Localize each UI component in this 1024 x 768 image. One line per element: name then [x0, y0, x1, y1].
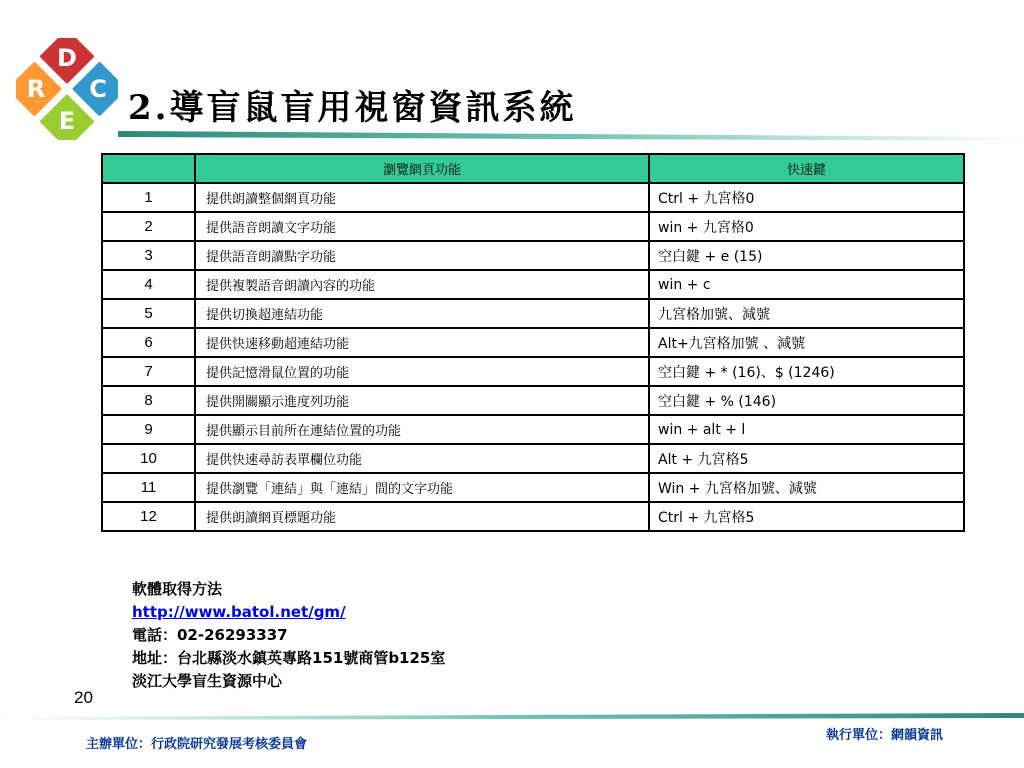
row-number: 9	[102, 415, 195, 444]
row-shortcut: Alt + 九宮格5	[649, 444, 964, 473]
row-number: 4	[102, 270, 195, 299]
table-row	[102, 502, 964, 531]
row-number: 11	[102, 473, 195, 502]
footer-organizer: 主辦單位：行政院研究發展考核委員會	[86, 737, 308, 752]
row-shortcut: win + 九宮格0	[649, 212, 964, 241]
table-row	[102, 386, 964, 415]
header-function: 瀏覽網頁功能	[195, 154, 649, 183]
row-number: 8	[102, 386, 195, 415]
row-number: 3	[102, 241, 195, 270]
table-header-row	[102, 154, 964, 183]
info-heading: 軟體取得方法	[132, 580, 223, 598]
row-function: 提供朗讀網頁標題功能	[195, 502, 649, 531]
header-number	[102, 154, 195, 183]
header-shortcut: 快速鍵	[649, 154, 964, 183]
table-row	[102, 444, 964, 473]
info-phone: 電話：02-26293337	[132, 626, 288, 644]
rdec-logo	[16, 38, 118, 140]
slide-title: 2.導盲鼠盲用視窗資訊系統	[128, 88, 577, 128]
row-shortcut: 空白鍵 + * (16)、$ (1246)	[649, 357, 964, 386]
row-shortcut: 空白鍵 + e (15)	[649, 241, 964, 270]
row-function: 提供切換超連結功能	[195, 299, 649, 328]
info-organization: 淡江大學盲生資源中心	[132, 672, 283, 690]
row-function: 提供瀏覽「連結」與「連結」間的文字功能	[195, 473, 649, 502]
row-shortcut: win + c	[649, 270, 964, 299]
table-row	[102, 183, 964, 212]
row-number: 12	[102, 502, 195, 531]
row-number: 1	[102, 183, 195, 212]
row-function: 提供開關顯示進度列功能	[195, 386, 649, 415]
row-number: 2	[102, 212, 195, 241]
table-row	[102, 270, 964, 299]
row-function: 提供複製語音朗讀內容的功能	[195, 270, 649, 299]
table-row	[102, 241, 964, 270]
row-function: 提供快速移動超連結功能	[195, 328, 649, 357]
row-function: 提供語音朗讀文字功能	[195, 212, 649, 241]
download-link[interactable]: http://www.batol.net/gm/	[132, 603, 346, 621]
row-number: 6	[102, 328, 195, 357]
logo-letter-d: D	[57, 44, 77, 72]
row-function: 提供語音朗讀點字功能	[195, 241, 649, 270]
row-shortcut: 空白鍵 + % (146)	[649, 386, 964, 415]
footer-divider	[0, 710, 1024, 722]
row-shortcut: 九宮格加號、減號	[649, 299, 964, 328]
row-number: 5	[102, 299, 195, 328]
logo-letter-c: C	[89, 75, 107, 103]
row-shortcut: win + alt + l	[649, 415, 964, 444]
shortcut-table	[101, 153, 965, 532]
table-row	[102, 328, 964, 357]
row-function: 提供顯示目前所在連結位置的功能	[195, 415, 649, 444]
row-shortcut: Win + 九宮格加號、減號	[649, 473, 964, 502]
page-number: 20	[74, 688, 93, 707]
software-info	[132, 578, 445, 693]
row-number: 7	[102, 357, 195, 386]
row-shortcut: Ctrl + 九宮格5	[649, 502, 964, 531]
table-row	[102, 357, 964, 386]
table-row	[102, 299, 964, 328]
info-address: 地址：台北縣淡水鎮英專路151號商管b125室	[132, 649, 446, 667]
table-row	[102, 473, 964, 502]
row-shortcut: Ctrl + 九宮格0	[649, 183, 964, 212]
row-number: 10	[102, 444, 195, 473]
row-function: 提供記憶滑鼠位置的功能	[195, 357, 649, 386]
row-function: 提供朗讀整個網頁功能	[195, 183, 649, 212]
footer-executor: 執行單位：網韻資訊	[826, 728, 944, 743]
logo-letter-r: R	[26, 75, 46, 103]
table-row	[102, 415, 964, 444]
title-underline	[118, 128, 1024, 144]
row-function: 提供快速尋訪表單欄位功能	[195, 444, 649, 473]
row-shortcut: Alt+九宮格加號 、減號	[649, 328, 964, 357]
logo-letter-e: E	[58, 107, 76, 135]
table-row	[102, 212, 964, 241]
